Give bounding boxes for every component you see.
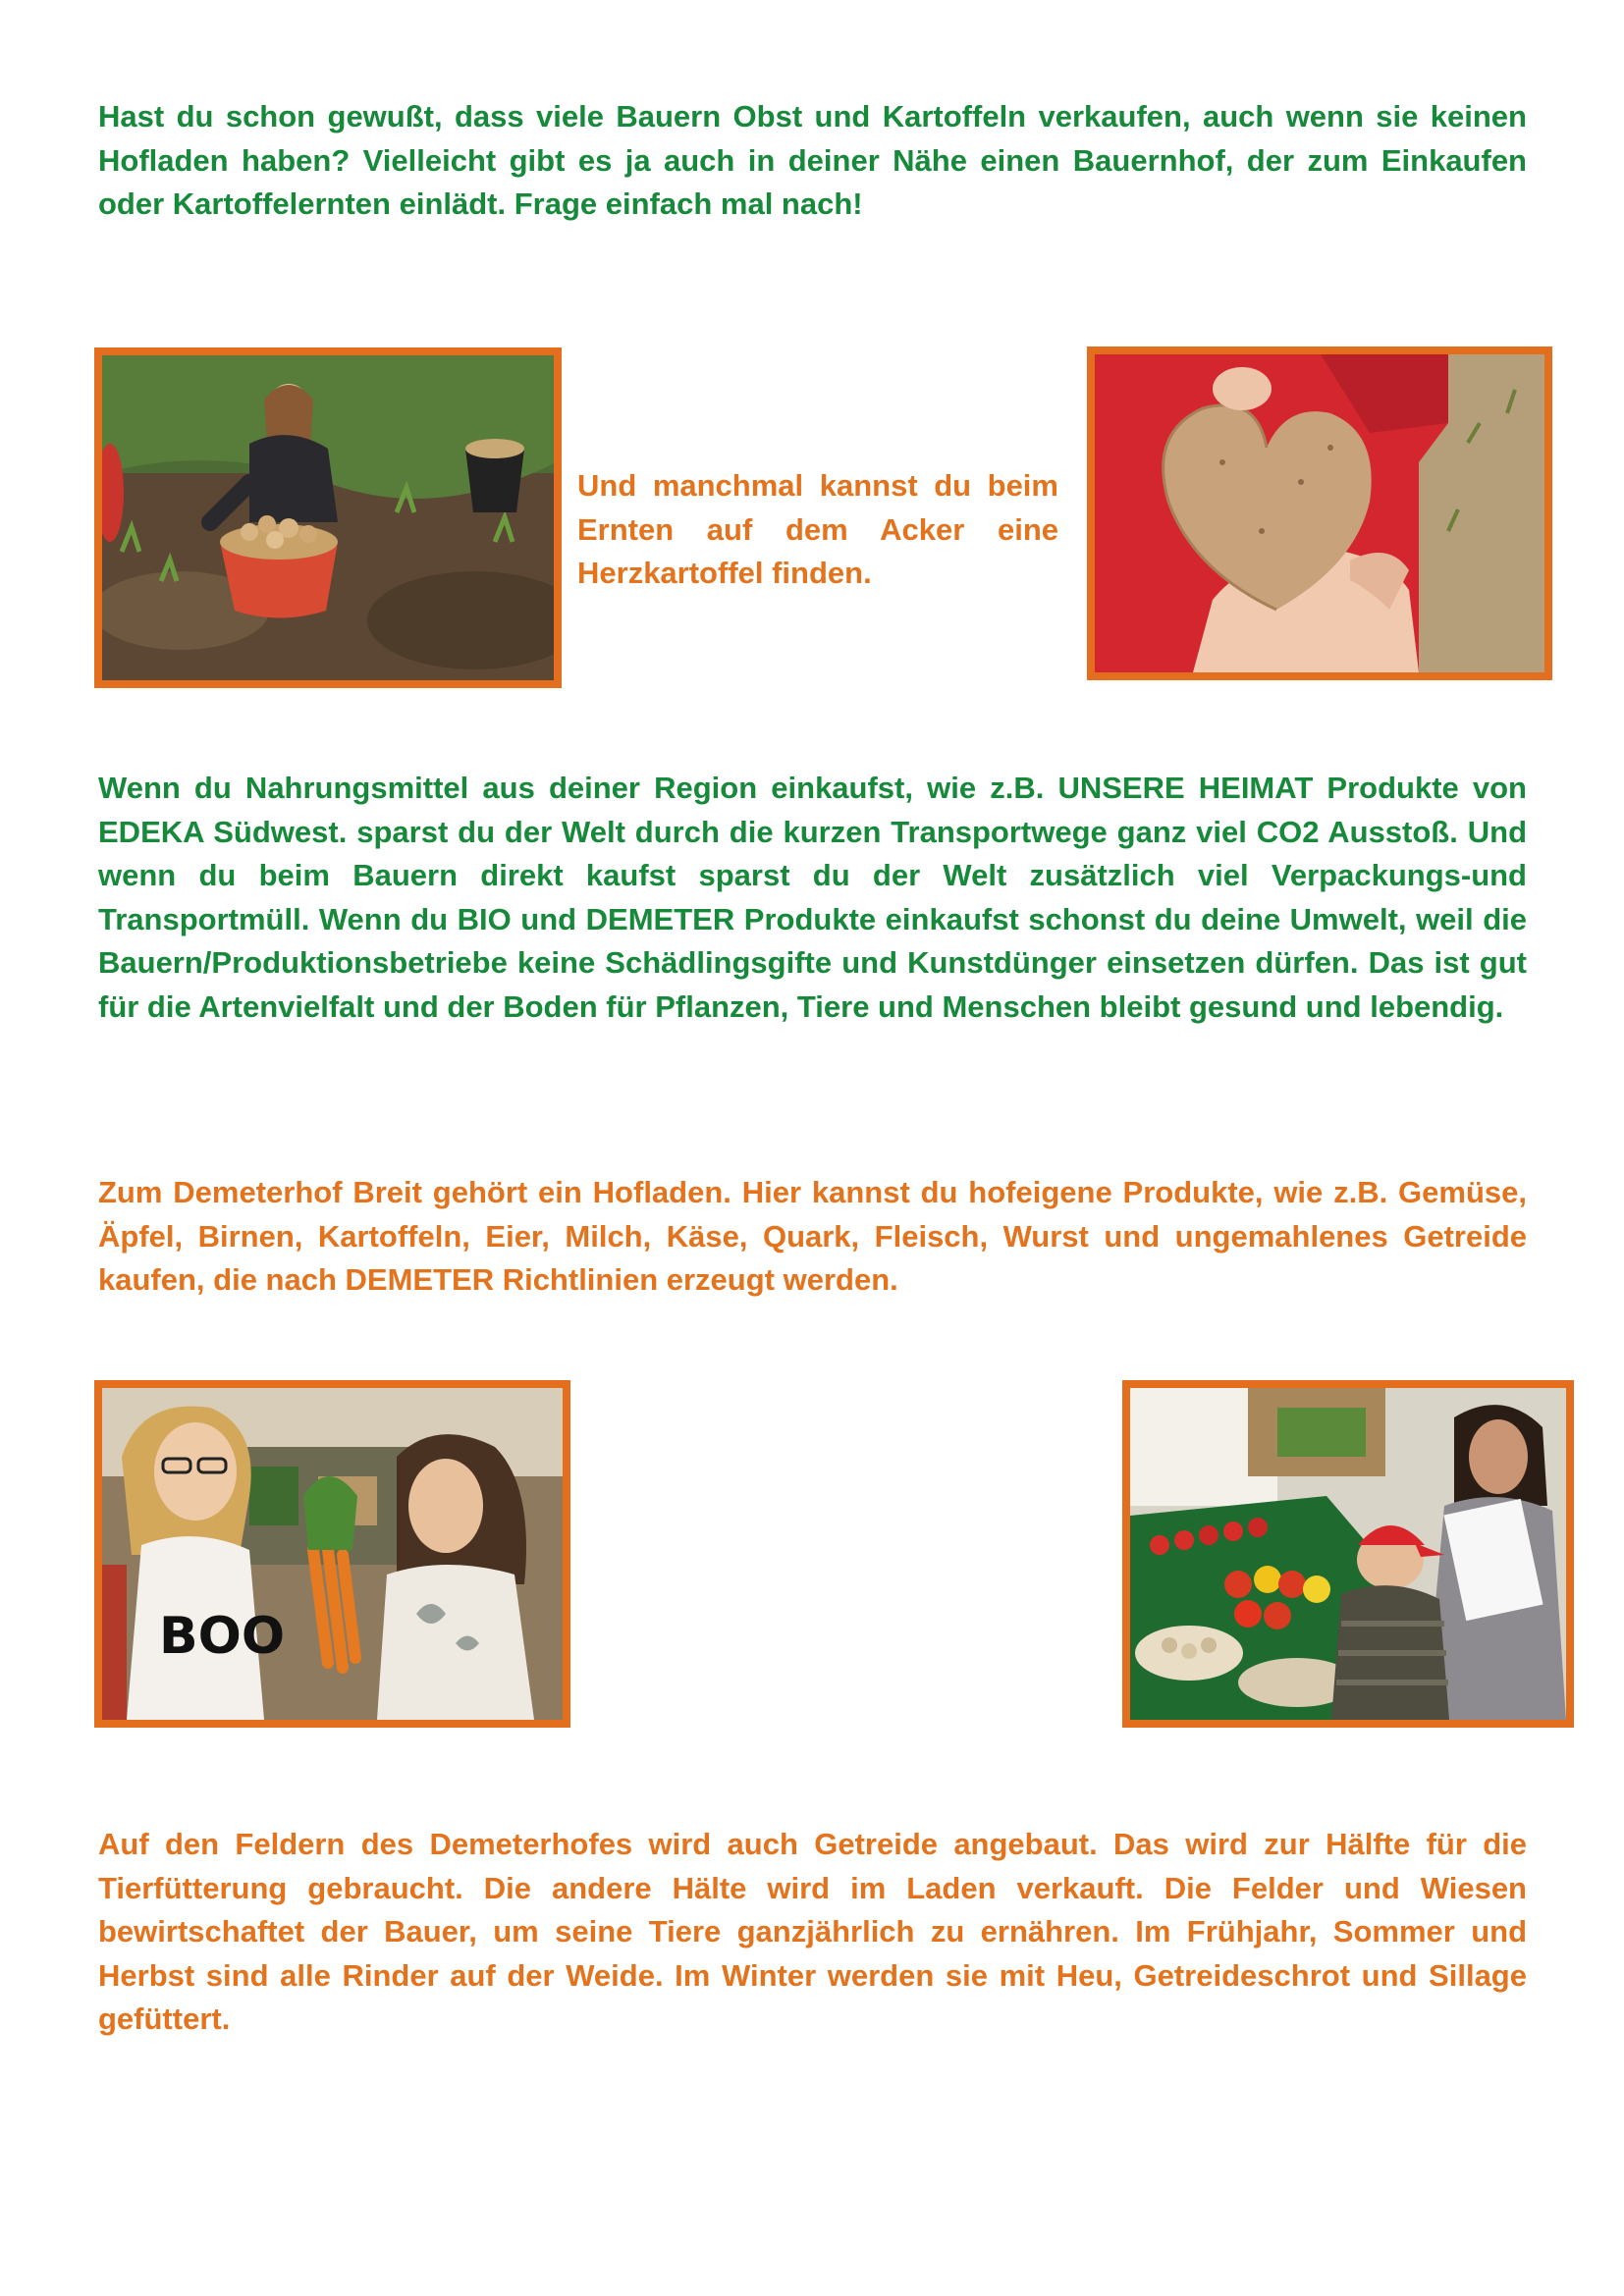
shirt-print-text: BOO [159,1607,286,1666]
intro-paragraph: Hast du schon gewußt, dass viele Bauern Obst und Kartoffeln verkaufen, auch wenn sie keinen Hofladen haben? Vielleicht gibt es ja auch in deiner Nähe einen Bauernhof, der zum Einkaufen oder Kartoffelernten einlädt. Frage einfach mal nach! [98,99,1527,221]
farm-shop-paragraph: Zum Demeterhof Breit gehört ein Hofladen. Hier kannst du hofeigene Produkte, wie z.B. Gemüse, Äpfel, Birnen, Kartoffeln, Eier, Milch, Käse, Quark, Fleisch, Wurst und ungemahlenes Getreide kaufen, die nach DEMETER Richtlinien erzeugt werden. [98,1175,1527,1297]
photo-children-vegetables [1122,1380,1574,1728]
regional-food-paragraph: Wenn du Nahrungsmittel aus deiner Region einkaufst, wie z.B. UNSERE HEIMAT Produkte von EDEKA Südwest. sparst du der Welt durch die kurzen Transportwege ganz viel CO2 Ausstoß. Und wenn du beim Bauern direkt kaufst sparst du der Welt zusätzlich viel Verpackungs-und Transportmüll. Wenn du BIO und DEMETER Produkte einkaufst schonst du deine Umwelt, weil die Bauern/Produktionsbetriebe keine Schädlingsgifte und Kunstdünger einsetzen dürfen. Das ist gut für die Artenvielfalt und der Boden für Pflanzen, Tiere und Menschen bleibt gesund und lebendig. [98,771,1527,1024]
photo-potato-harvest [94,347,562,688]
grain-fields-paragraph: Auf den Feldern des Demeterhofes wird auch Getreide angebaut. Das wird zur Hälfte für die Tierfütterung gebraucht. Die andere Hälte wird im Laden verkauft. Die Felder und Wiesen bewirtschaftet der Bauer, um seine Tiere ganzjährlich zu ernähren. Im Frühjahr, Sommer und Herbst sind alle Rinder auf der Weide. Im Winter werden sie mit Heu, Getreideschrot und Sillage gefüttert. [98,1827,1527,2036]
heart-potato-caption: Und manchmal kannst du beim Ernten auf dem Acker eine Herzkartoffel finden. [577,468,1058,590]
photo-girls-farm-shop [94,1380,570,1728]
photo-heart-potato [1087,347,1552,680]
